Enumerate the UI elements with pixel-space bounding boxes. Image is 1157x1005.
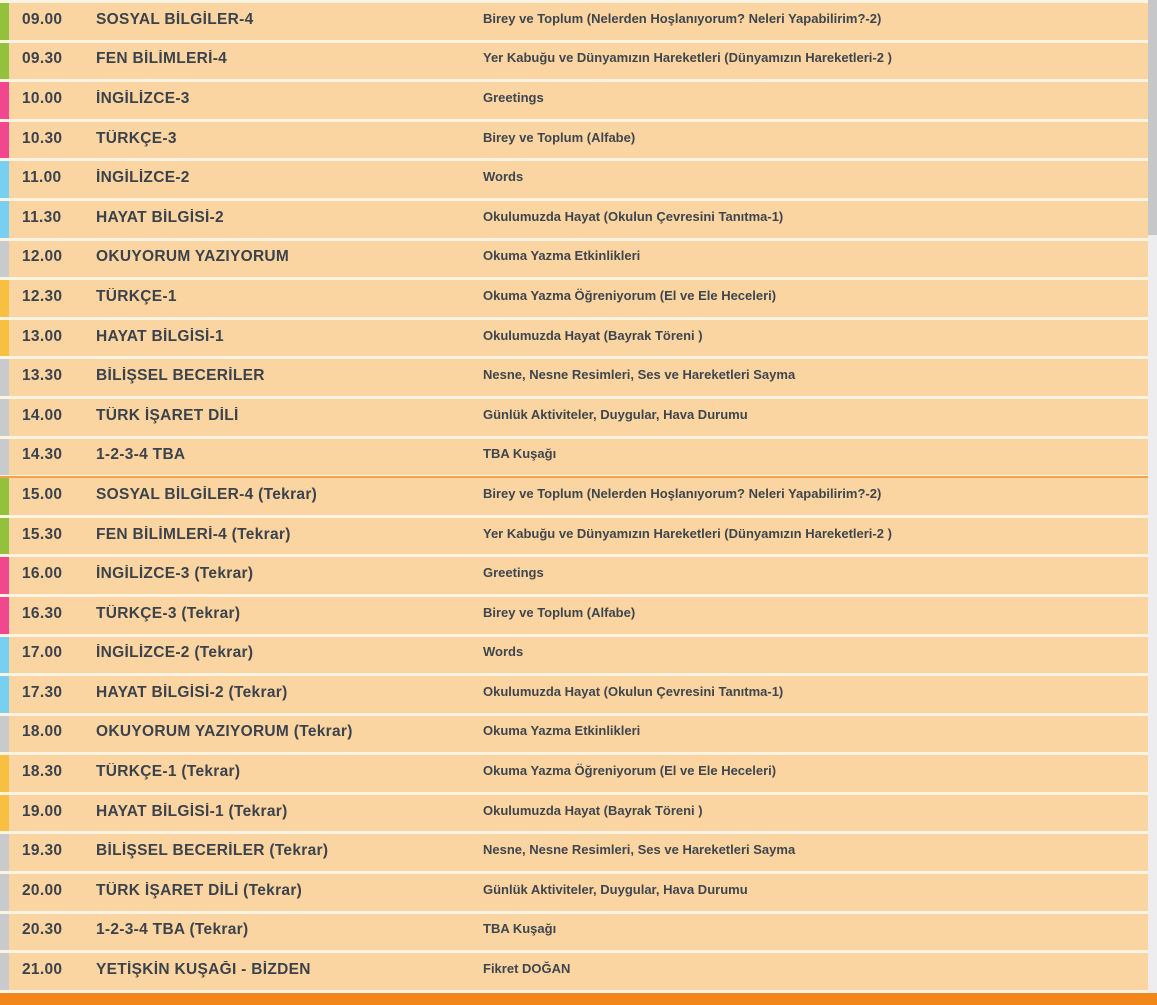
schedule-row[interactable] — [0, 439, 1148, 476]
schedule-row[interactable] — [0, 122, 1148, 159]
program-title: İNGİLİZCE-2 (Tekrar) — [96, 644, 254, 662]
category-color-stripe — [0, 755, 9, 792]
program-title: TÜRKÇE-1 (Tekrar) — [96, 763, 241, 781]
schedule-row[interactable] — [0, 478, 1148, 515]
category-color-stripe — [0, 914, 9, 951]
schedule-row-body — [9, 43, 1148, 80]
category-color-stripe — [0, 518, 9, 555]
time-label: 15.00 — [22, 485, 63, 503]
schedule-list — [0, 3, 1148, 993]
schedule-row-body — [9, 478, 1148, 515]
program-description: Nesne, Nesne Resimleri, Ses ve Hareketleri Sayma — [483, 367, 796, 383]
program-description: Okuma Yazma Öğreniyorum (El ve Ele Heceleri) — [483, 287, 777, 303]
program-description: Okuma Yazma Öğreniyorum (El ve Ele Heceleri) — [483, 763, 777, 779]
schedule-row[interactable] — [0, 597, 1148, 634]
program-description: Günlük Aktiviteler, Duygular, Hava Durumu — [483, 881, 748, 897]
schedule-row[interactable] — [0, 43, 1148, 80]
program-description: Greetings — [483, 89, 544, 105]
schedule-row-body — [9, 122, 1148, 159]
program-title: İNGİLİZCE-2 — [96, 169, 190, 187]
program-title: 1-2-3-4 TBA (Tekrar) — [96, 921, 249, 939]
schedule-row-body — [9, 637, 1148, 674]
program-title: TÜRK İŞARET DİLİ (Tekrar) — [96, 881, 303, 899]
program-description: TBA Kuşağı — [483, 921, 557, 937]
schedule-row[interactable] — [0, 795, 1148, 832]
category-color-stripe — [0, 834, 9, 871]
program-description: Okulumuzda Hayat (Okulun Çevresini Tanıtma-1) — [483, 208, 784, 224]
program-description: Greetings — [483, 565, 544, 581]
schedule-row[interactable] — [0, 280, 1148, 317]
time-label: 10.00 — [22, 89, 63, 107]
schedule-row-body — [9, 161, 1148, 198]
time-label: 14.00 — [22, 406, 63, 424]
program-title: BİLİŞSEL BECERİLER (Tekrar) — [96, 842, 329, 860]
program-description: Nesne, Nesne Resimleri, Ses ve Hareketleri Sayma — [483, 842, 796, 858]
schedule-row[interactable] — [0, 320, 1148, 357]
schedule-row-body — [9, 518, 1148, 555]
category-color-stripe — [0, 557, 9, 594]
category-color-stripe — [0, 241, 9, 278]
program-title: TÜRK İŞARET DİLİ — [96, 406, 239, 424]
time-label: 19.30 — [22, 842, 63, 860]
category-color-stripe — [0, 359, 9, 396]
schedule-row-body — [9, 201, 1148, 238]
program-description: Günlük Aktiviteler, Duygular, Hava Durumu — [483, 406, 748, 422]
schedule-row[interactable] — [0, 953, 1148, 990]
time-label: 19.00 — [22, 802, 63, 820]
time-label: 12.30 — [22, 287, 63, 305]
time-label: 10.30 — [22, 129, 63, 147]
program-description: Okulumuzda Hayat (Bayrak Töreni ) — [483, 802, 703, 818]
category-color-stripe — [0, 161, 9, 198]
program-description: Okulumuzda Hayat (Bayrak Töreni ) — [483, 327, 703, 343]
schedule-row-body — [9, 716, 1148, 753]
program-title: FEN BİLİMLERİ-4 — [96, 50, 228, 68]
schedule-row[interactable] — [0, 716, 1148, 753]
schedule-row[interactable] — [0, 834, 1148, 871]
program-description: Okuma Yazma Etkinlikleri — [483, 723, 641, 739]
program-title: OKUYORUM YAZIYORUM — [96, 248, 290, 266]
time-label: 13.30 — [22, 367, 63, 385]
time-label: 12.00 — [22, 248, 63, 266]
time-label: 11.30 — [22, 208, 62, 226]
time-label: 18.30 — [22, 763, 63, 781]
schedule-row-body — [9, 82, 1148, 119]
program-title: YETİŞKİN KUŞAĞI - BİZDEN — [96, 961, 311, 979]
time-label: 21.00 — [22, 961, 63, 979]
program-description: Yer Kabuğu ve Dünyamızın Hareketleri (Dünyamızın Hareketleri-2 ) — [483, 525, 892, 541]
schedule-row[interactable] — [0, 518, 1148, 555]
schedule-row[interactable] — [0, 201, 1148, 238]
category-color-stripe — [0, 82, 9, 119]
category-color-stripe — [0, 280, 9, 317]
program-description: Birey ve Toplum (Nelerden Hoşlanıyorum? Neleri Yapabilirim?-2) — [483, 10, 882, 26]
bottom-accent-bar — [0, 993, 1157, 1005]
category-color-stripe — [0, 478, 9, 515]
schedule-row-body — [9, 280, 1148, 317]
program-description: Fikret DOĞAN — [483, 961, 571, 977]
category-color-stripe — [0, 43, 9, 80]
schedule-row-body — [9, 3, 1148, 40]
schedule-row-body — [9, 320, 1148, 357]
category-color-stripe — [0, 716, 9, 753]
program-title: FEN BİLİMLERİ-4 (Tekrar) — [96, 525, 291, 543]
category-color-stripe — [0, 320, 9, 357]
category-color-stripe — [0, 637, 9, 674]
schedule-row[interactable] — [0, 161, 1148, 198]
schedule-row[interactable] — [0, 3, 1148, 40]
time-label: 20.00 — [22, 881, 63, 899]
category-color-stripe — [0, 953, 9, 990]
program-description: Birey ve Toplum (Alfabe) — [483, 604, 636, 620]
program-title: TÜRKÇE-1 — [96, 287, 177, 305]
program-title: TÜRKÇE-3 (Tekrar) — [96, 604, 241, 622]
program-description: Words — [483, 644, 524, 660]
program-description: Okuma Yazma Etkinlikleri — [483, 248, 641, 264]
program-description: Birey ve Toplum (Nelerden Hoşlanıyorum? Neleri Yapabilirim?-2) — [483, 485, 882, 501]
time-label: 17.30 — [22, 683, 63, 701]
category-color-stripe — [0, 795, 9, 832]
schedule-row-body — [9, 834, 1148, 871]
time-label: 13.00 — [22, 327, 63, 345]
category-color-stripe — [0, 874, 9, 911]
program-description: Birey ve Toplum (Alfabe) — [483, 129, 636, 145]
time-label: 09.30 — [22, 50, 63, 68]
category-color-stripe — [0, 439, 9, 476]
schedule-row[interactable] — [0, 359, 1148, 396]
program-title: HAYAT BİLGİSİ-2 (Tekrar) — [96, 683, 288, 701]
time-label: 20.30 — [22, 921, 63, 939]
time-label: 11.00 — [22, 169, 62, 187]
schedule-row[interactable] — [0, 557, 1148, 594]
scrollbar-thumb[interactable] — [1148, 0, 1157, 235]
schedule-row-body — [9, 597, 1148, 634]
schedule-row-body — [9, 557, 1148, 594]
program-title: İNGİLİZCE-3 (Tekrar) — [96, 565, 254, 583]
program-title: TÜRKÇE-3 — [96, 129, 177, 147]
schedule-row[interactable] — [0, 914, 1148, 951]
category-color-stripe — [0, 597, 9, 634]
schedule-row-body — [9, 755, 1148, 792]
schedule-row-body — [9, 359, 1148, 396]
schedule-row-body — [9, 953, 1148, 990]
scrollbar-track[interactable] — [1148, 0, 1157, 993]
category-color-stripe — [0, 201, 9, 238]
schedule-row[interactable] — [0, 241, 1148, 278]
schedule-row[interactable] — [0, 637, 1148, 674]
schedule-row-body — [9, 874, 1148, 911]
time-label: 17.00 — [22, 644, 63, 662]
time-label: 18.00 — [22, 723, 63, 741]
program-title: HAYAT BİLGİSİ-1 — [96, 327, 224, 345]
schedule-row-body — [9, 795, 1148, 832]
time-label: 16.00 — [22, 565, 63, 583]
program-description: Okulumuzda Hayat (Okulun Çevresini Tanıtma-1) — [483, 683, 784, 699]
program-title: SOSYAL BİLGİLER-4 — [96, 10, 254, 28]
schedule-row[interactable] — [0, 676, 1148, 713]
program-description: Yer Kabuğu ve Dünyamızın Hareketleri (Dünyamızın Hareketleri-2 ) — [483, 50, 892, 66]
schedule-row[interactable] — [0, 755, 1148, 792]
category-color-stripe — [0, 3, 9, 40]
time-label: 15.30 — [22, 525, 63, 543]
schedule-row[interactable] — [0, 399, 1148, 436]
schedule-row-body — [9, 439, 1148, 476]
schedule-row[interactable] — [0, 874, 1148, 911]
program-title: HAYAT BİLGİSİ-1 (Tekrar) — [96, 802, 288, 820]
schedule-row[interactable] — [0, 82, 1148, 119]
program-description: TBA Kuşağı — [483, 446, 557, 462]
program-title: OKUYORUM YAZIYORUM (Tekrar) — [96, 723, 353, 741]
schedule-row-body — [9, 914, 1148, 951]
schedule-row-body — [9, 676, 1148, 713]
program-title: 1-2-3-4 TBA — [96, 446, 186, 464]
schedule-row-body — [9, 241, 1148, 278]
time-label: 14.30 — [22, 446, 63, 464]
program-description: Words — [483, 169, 524, 185]
category-color-stripe — [0, 676, 9, 713]
category-color-stripe — [0, 399, 9, 436]
time-label: 16.30 — [22, 604, 63, 622]
category-color-stripe — [0, 122, 9, 159]
program-title: HAYAT BİLGİSİ-2 — [96, 208, 224, 226]
schedule-row-body — [9, 399, 1148, 436]
program-title: İNGİLİZCE-3 — [96, 89, 190, 107]
program-title: SOSYAL BİLGİLER-4 (Tekrar) — [96, 485, 318, 503]
program-title: BİLİŞSEL BECERİLER — [96, 367, 265, 385]
time-label: 09.00 — [22, 10, 63, 28]
